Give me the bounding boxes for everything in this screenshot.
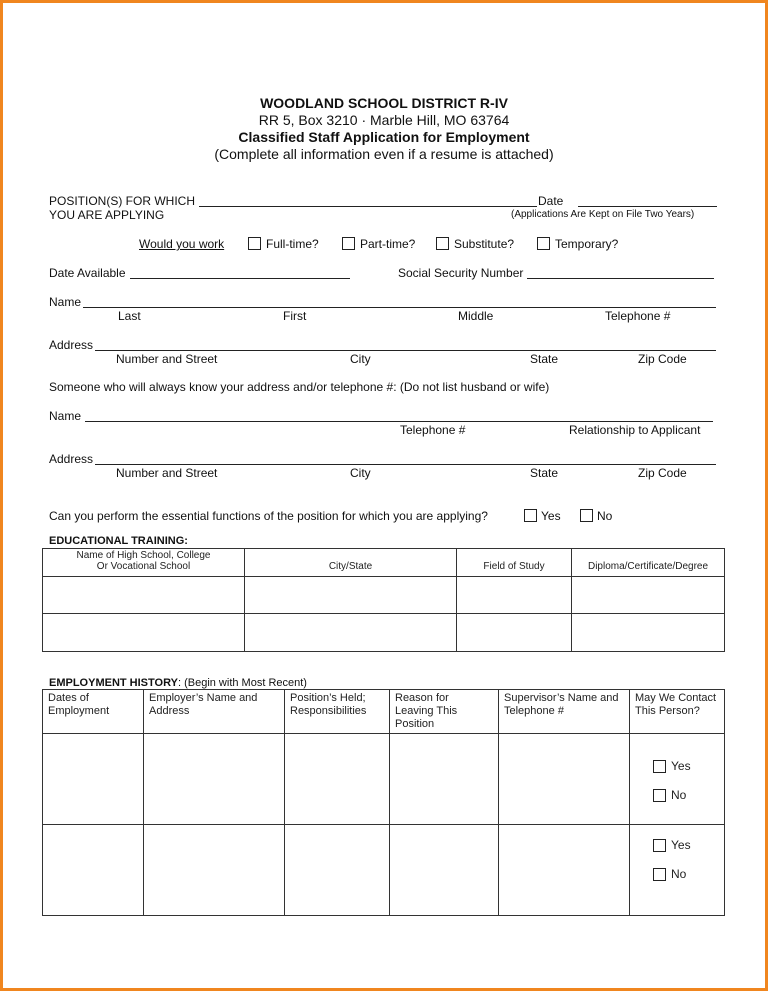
name-first: First: [283, 309, 307, 323]
education-cell[interactable]: [572, 577, 725, 614]
education-cell[interactable]: [43, 577, 245, 614]
address-field[interactable]: [95, 350, 716, 351]
employment-col-contact: [630, 690, 725, 734]
employment-cell[interactable]: [43, 734, 144, 825]
address-zip: Zip Code: [638, 352, 687, 366]
employment-col-reason: [390, 690, 499, 734]
education-cell[interactable]: [457, 577, 572, 614]
employment-col-supervisor-line1: Supervisor’s Name and: [504, 692, 619, 704]
employment-col-supervisor-line2: Telephone #: [504, 705, 564, 717]
address-city: City: [350, 352, 371, 366]
employment-cell[interactable]: [499, 825, 630, 916]
date-available-field[interactable]: [130, 278, 350, 279]
contact-relationship: Relationship to Applicant: [569, 423, 701, 437]
address-label: Address: [49, 338, 94, 352]
contact-address-street: Number and Street: [116, 466, 218, 480]
employment-col-position: [285, 690, 390, 734]
name-label: Name: [49, 295, 82, 309]
employment-col-reason-line3: Position: [395, 718, 435, 730]
education-col-field: Field of Study: [457, 549, 572, 577]
substitute-checkbox[interactable]: [436, 237, 449, 250]
education-col-school-line2: Or Vocational School: [96, 561, 191, 572]
contact-yes-checkbox-2[interactable]: [653, 839, 666, 852]
education-heading: EDUCATIONAL TRAINING:: [49, 535, 188, 547]
education-col-degree: Diploma/Certificate/Degree: [572, 549, 725, 577]
employment-col-dates-line2: Employment: [48, 705, 110, 717]
address-state: State: [530, 352, 559, 366]
employment-col-contact-line1: May We Contact: [635, 692, 717, 704]
education-col-city: City/State: [245, 549, 457, 577]
form-note: (Complete all information even if a resume is attached): [214, 146, 554, 162]
district-address: RR 5, Box 3210 · Marble Hill, MO 63764: [258, 112, 510, 128]
district-name: WOODLAND SCHOOL DISTRICT R-IV: [260, 95, 508, 111]
employment-cell[interactable]: [390, 825, 499, 916]
employment-col-employer: [144, 690, 285, 734]
contact-no-checkbox-1[interactable]: [653, 789, 666, 802]
essential-no-checkbox[interactable]: [580, 509, 593, 522]
temporary-label: Temporary?: [555, 237, 619, 251]
name-telephone: Telephone #: [605, 309, 671, 323]
employment-col-reason-line2: Leaving This: [395, 705, 458, 717]
full-time-label: Full-time?: [266, 237, 319, 251]
employment-col-dates: [43, 690, 144, 734]
education-cell[interactable]: [457, 614, 572, 652]
contact-intro: Someone who will always know your address and/or telephone #: (Do not list husband or wife): [49, 380, 550, 394]
contact-no-checkbox-2[interactable]: [653, 868, 666, 881]
name-middle: Middle: [458, 309, 494, 323]
employment-heading-note: : (Begin with Most Recent): [177, 677, 307, 689]
employment-col-dates-line1: Dates of: [48, 692, 89, 704]
contact-yes-label-1: Yes: [671, 759, 691, 773]
contact-address-city: City: [350, 466, 371, 480]
employment-heading: EMPLOYMENT HISTORY: [49, 677, 178, 689]
employment-cell[interactable]: [43, 825, 144, 916]
employment-col-supervisor: [499, 690, 630, 734]
work-question: Would you work: [139, 237, 225, 251]
education-cell[interactable]: [572, 614, 725, 652]
employment-cell[interactable]: [285, 734, 390, 825]
employment-col-employer-line2: Address: [149, 705, 190, 717]
position-field[interactable]: [199, 206, 537, 207]
contact-address-state: State: [530, 466, 559, 480]
education-col-school-line1: Name of High School, College: [76, 550, 211, 561]
essential-no-label: No: [597, 509, 613, 523]
contact-yes-label-2: Yes: [671, 838, 691, 852]
contact-permission-cell: [630, 734, 725, 825]
file-note: (Applications Are Kept on File Two Years): [511, 209, 695, 220]
contact-address-zip: Zip Code: [638, 466, 687, 480]
contact-address-field[interactable]: [95, 464, 716, 465]
form-title: Classified Staff Application for Employment: [238, 129, 530, 145]
position-label: POSITION(S) FOR WHICH: [49, 194, 195, 208]
employment-col-reason-line1: Reason for: [395, 692, 449, 704]
ssn-label: Social Security Number: [398, 266, 524, 280]
contact-no-label-1: No: [671, 788, 687, 802]
part-time-label: Part-time?: [360, 237, 416, 251]
contact-address-label: Address: [49, 452, 94, 466]
education-table: [42, 548, 725, 652]
part-time-checkbox[interactable]: [342, 237, 355, 250]
substitute-label: Substitute?: [454, 237, 515, 251]
essential-yes-label: Yes: [541, 509, 561, 523]
employment-col-employer-line1: Employer’s Name and: [149, 692, 258, 704]
address-street: Number and Street: [116, 352, 218, 366]
education-col-school: [43, 549, 245, 577]
contact-yes-checkbox-1[interactable]: [653, 760, 666, 773]
contact-name-label: Name: [49, 409, 82, 423]
essential-question: Can you perform the essential functions of the position for which you are applying?: [49, 509, 488, 523]
name-last: Last: [118, 309, 141, 323]
employment-table: [42, 689, 725, 916]
contact-name-field[interactable]: [85, 421, 713, 422]
employment-cell[interactable]: [144, 734, 285, 825]
employment-cell[interactable]: [144, 825, 285, 916]
temporary-checkbox[interactable]: [537, 237, 550, 250]
essential-yes-checkbox[interactable]: [524, 509, 537, 522]
employment-col-contact-line2: This Person?: [635, 705, 700, 717]
full-time-checkbox[interactable]: [248, 237, 261, 250]
education-cell[interactable]: [245, 577, 457, 614]
employment-cell[interactable]: [499, 734, 630, 825]
date-label: Date: [538, 194, 564, 208]
name-field[interactable]: [83, 307, 716, 308]
employment-cell[interactable]: [390, 734, 499, 825]
education-cell[interactable]: [43, 614, 245, 652]
employment-col-position-line1: Position’s Held;: [290, 692, 366, 704]
employment-col-position-line2: Responsibilities: [290, 705, 367, 717]
contact-permission-cell: [630, 825, 725, 916]
employment-heading-row: [49, 677, 307, 689]
date-available-label: Date Available: [49, 266, 126, 280]
education-cell[interactable]: [245, 614, 457, 652]
employment-cell[interactable]: [285, 825, 390, 916]
position-label-2: YOU ARE APPLYING: [49, 208, 165, 222]
contact-telephone: Telephone #: [400, 423, 466, 437]
ssn-field[interactable]: [527, 278, 714, 279]
contact-no-label-2: No: [671, 867, 687, 881]
date-field[interactable]: [578, 206, 717, 207]
